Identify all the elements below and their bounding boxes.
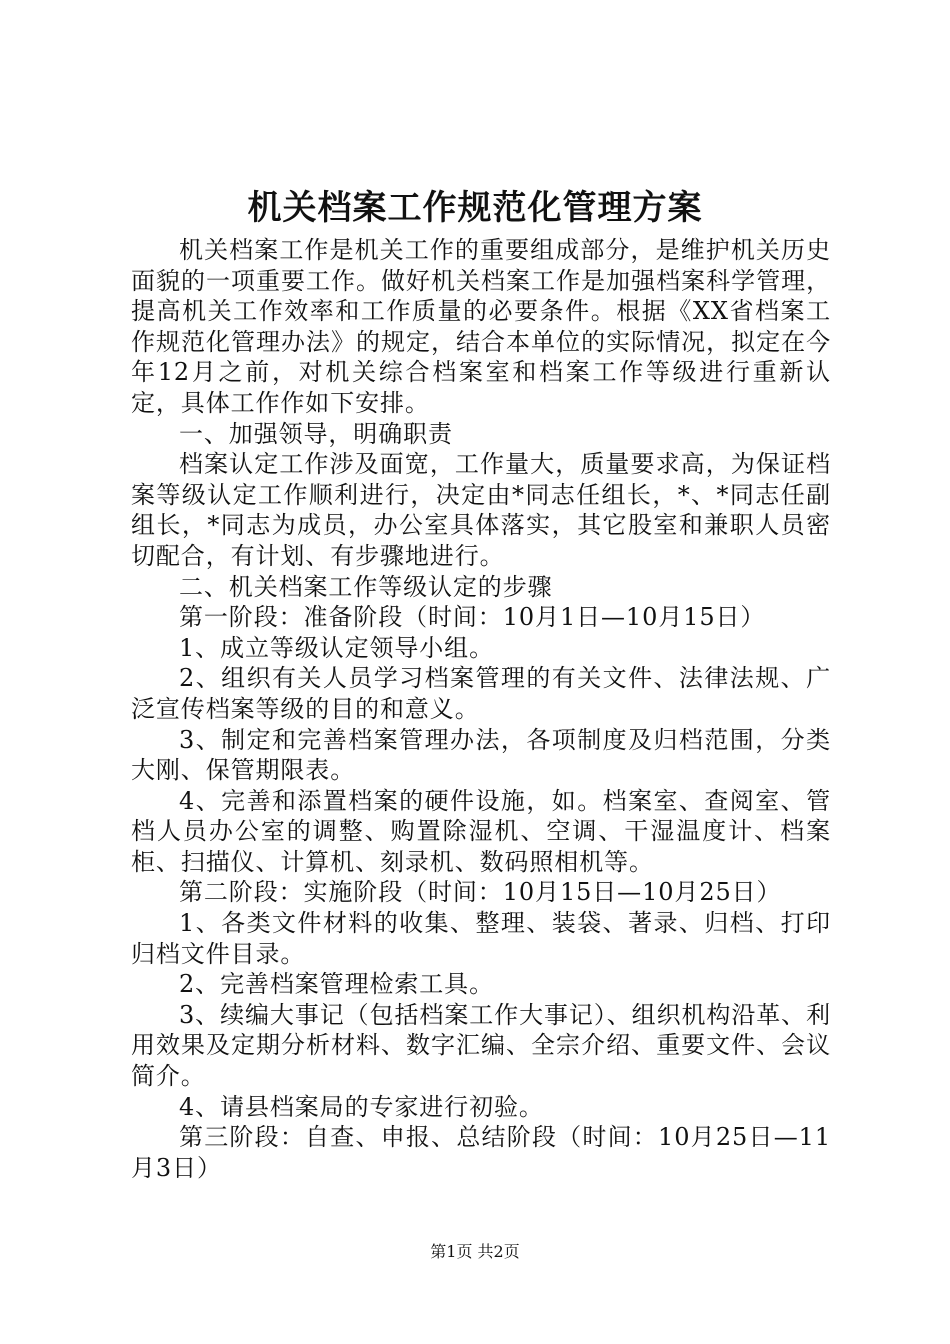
paragraph: 档案认定工作涉及面宽，工作量大，质量要求高，为保证档案等级认定工作顺利进行，决定由*同志任组长，*、*同志任副组长，*同志为成员，办公室具体落实，其它股室和兼职人员密切配合，有计划、有步骤地进行。 [131, 450, 831, 570]
page-footer: 第1页 共2页 [430, 1242, 520, 1261]
stage-heading: 第二阶段：实施阶段（时间：10月15日—10月25日） [179, 878, 782, 907]
list-item: 1、成立等级认定领导小组。 [179, 633, 494, 662]
list-item: 3、制定和完善档案管理办法，各项制度及归档范围，分类大刚、保管期限表。 [131, 725, 831, 785]
list-item: 4、完善和添置档案的硬件设施，如。档案室、查阅室、管档人员办公室的调整、购置除湿机、空调、干湿温度计、档案柜、扫描仪、计算机、刻录机、数码照相机等。 [131, 786, 831, 876]
section-heading: 二、机关档案工作等级认定的步骤 [179, 572, 553, 601]
section-heading: 一、加强领导，明确职责 [179, 419, 453, 448]
list-item: 4、请县档案局的专家进行初验。 [179, 1092, 544, 1121]
list-item: 3、续编大事记（包括档案工作大事记）、组织机构沿革、利用效果及定期分析材料、数字汇编、全宗介绍、重要文件、会议简介。 [131, 1000, 831, 1091]
paragraph: 机关档案工作是机关工作的重要组成部分，是维护机关历史面貌的一项重要工作。做好机关档案工作是加强档案科学管理，提高机关工作效率和工作质量的必要条件。根据《XX省档案工作规范化管理办法》的规定，结合本单位的实际情况，拟定在今年12月之前，对机关综合档案室和档案工作等级进行重新认定，具体工作作如下安排。 [131, 236, 831, 417]
stage-heading: 第一阶段：准备阶段（时间：10月1日—10月15日） [179, 603, 766, 632]
stage-heading: 第三阶段：自查、申报、总结阶段（时间：10月25日—11月3日） [131, 1123, 831, 1182]
list-item: 2、完善档案管理检索工具。 [179, 970, 494, 999]
document-body [131, 235, 831, 1183]
list-item: 2、组织有关人员学习档案管理的有关文件、法律法规、广泛宣传档案等级的目的和意义。 [131, 664, 831, 723]
document-title: 机关档案工作规范化管理方案 [247, 188, 703, 228]
list-item: 1、各类文件材料的收集、整理、装袋、著录、归档、打印归档文件目录。 [131, 909, 831, 968]
